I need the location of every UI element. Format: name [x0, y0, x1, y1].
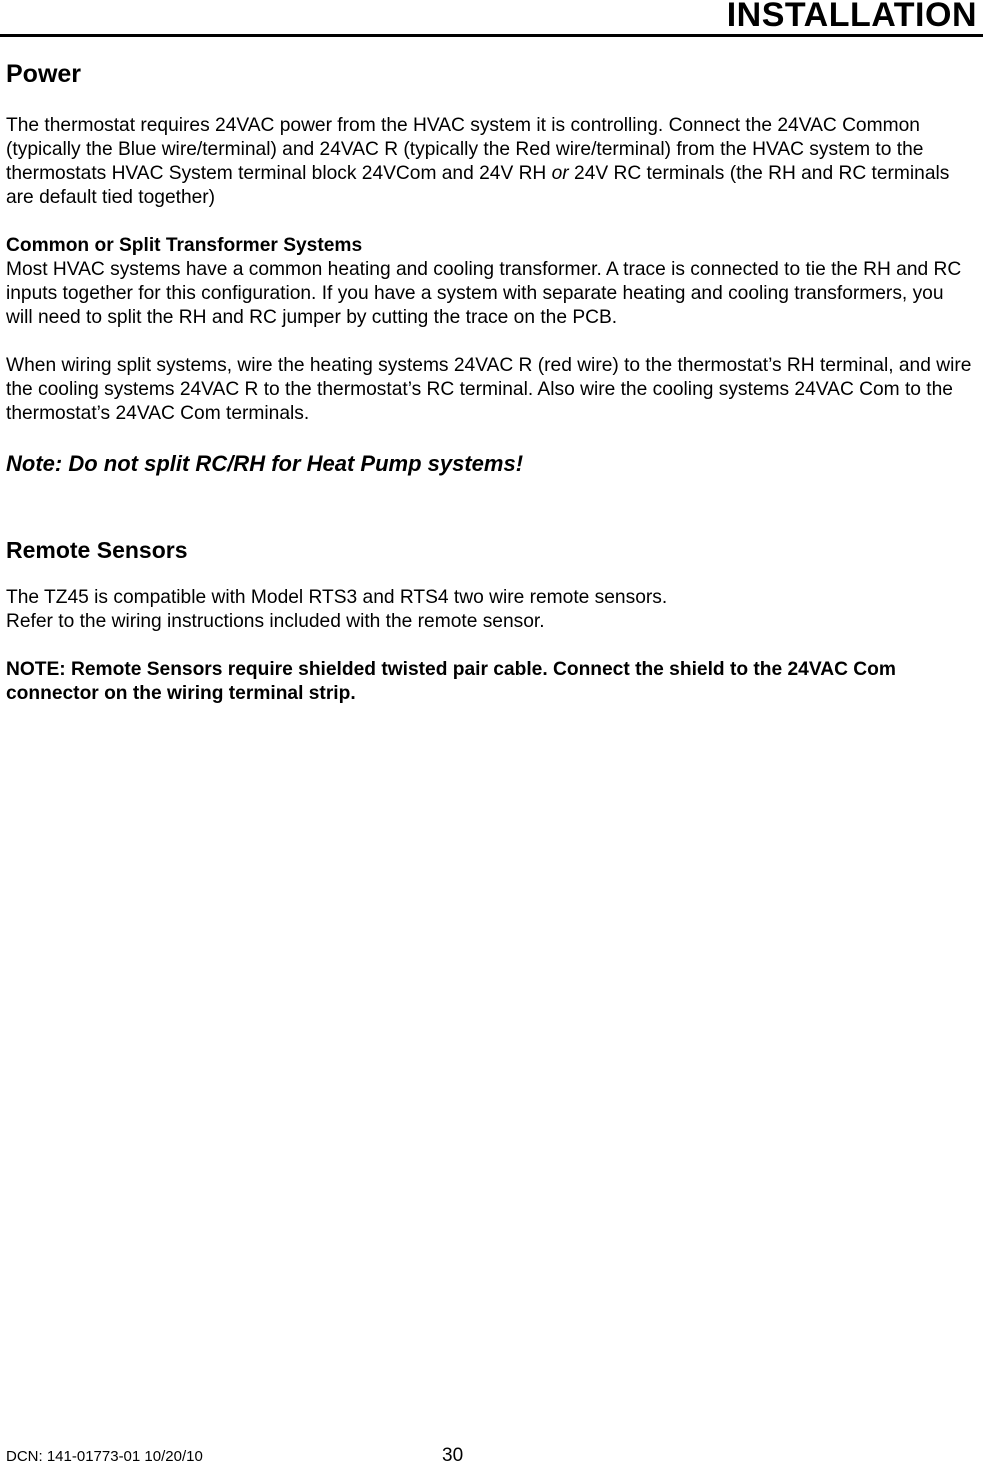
header-rule — [0, 34, 983, 37]
footer-dcn: DCN: 141-01773-01 10/20/10 — [6, 1448, 203, 1465]
power-intro-text-2: 24V RC terminals (the RH and RC terminals are default tied together) — [6, 163, 950, 208]
remote-sensors-line-2: Refer to the wiring instructions included with the remote sensor. — [6, 611, 545, 632]
heat-pump-note: Note: Do not split RC/RH for Heat Pump systems! — [6, 451, 524, 476]
power-intro-text-1: The thermostat requires 24VAC power from the HVAC system it is controlling. Connect the 24VAC Common (typically the Blue wire/terminal) and 24VAC R (typically the Red wire/terminal) from the HVAC system to the thermostats HVAC System terminal block 24VCom and 24V RH — [6, 115, 924, 184]
split-transformer-heading: Common or Split Transformer Systems — [6, 235, 363, 256]
page-number: 30 — [442, 1445, 464, 1466]
power-intro-or: or — [551, 163, 569, 184]
remote-sensors-heading: Remote Sensors — [6, 537, 188, 563]
remote-sensors-line-1: The TZ45 is compatible with Model RTS3 and RTS4 two wire remote sensors. — [6, 587, 668, 608]
remote-sensors-note: NOTE: Remote Sensors require shielded twisted pair cable. Connect the shield to the 24VAC Com connector on the wiring terminal strip. — [6, 659, 896, 704]
power-intro-paragraph — [6, 114, 974, 210]
page-header-title: INSTALLATION — [726, 0, 977, 34]
page-content — [6, 56, 974, 706]
power-heading: Power — [6, 60, 82, 88]
split-wiring-paragraph: When wiring split systems, wire the heating systems 24VAC R (red wire) to the thermostat’s RH terminal, and wire the cooling systems 24VAC R to the thermostat’s RC terminal. Also wire the cooling systems 24VAC Com to the thermostat’s 24VAC Com terminals. — [6, 355, 972, 424]
split-transformer-paragraph: Most HVAC systems have a common heating and cooling transformer. A trace is connected to tie the RH and RC inputs together for this configuration. If you have a system with separate heating and cooling transformers, you will need to split the RH and RC jumper by cutting the trace on the PCB. — [6, 259, 962, 328]
